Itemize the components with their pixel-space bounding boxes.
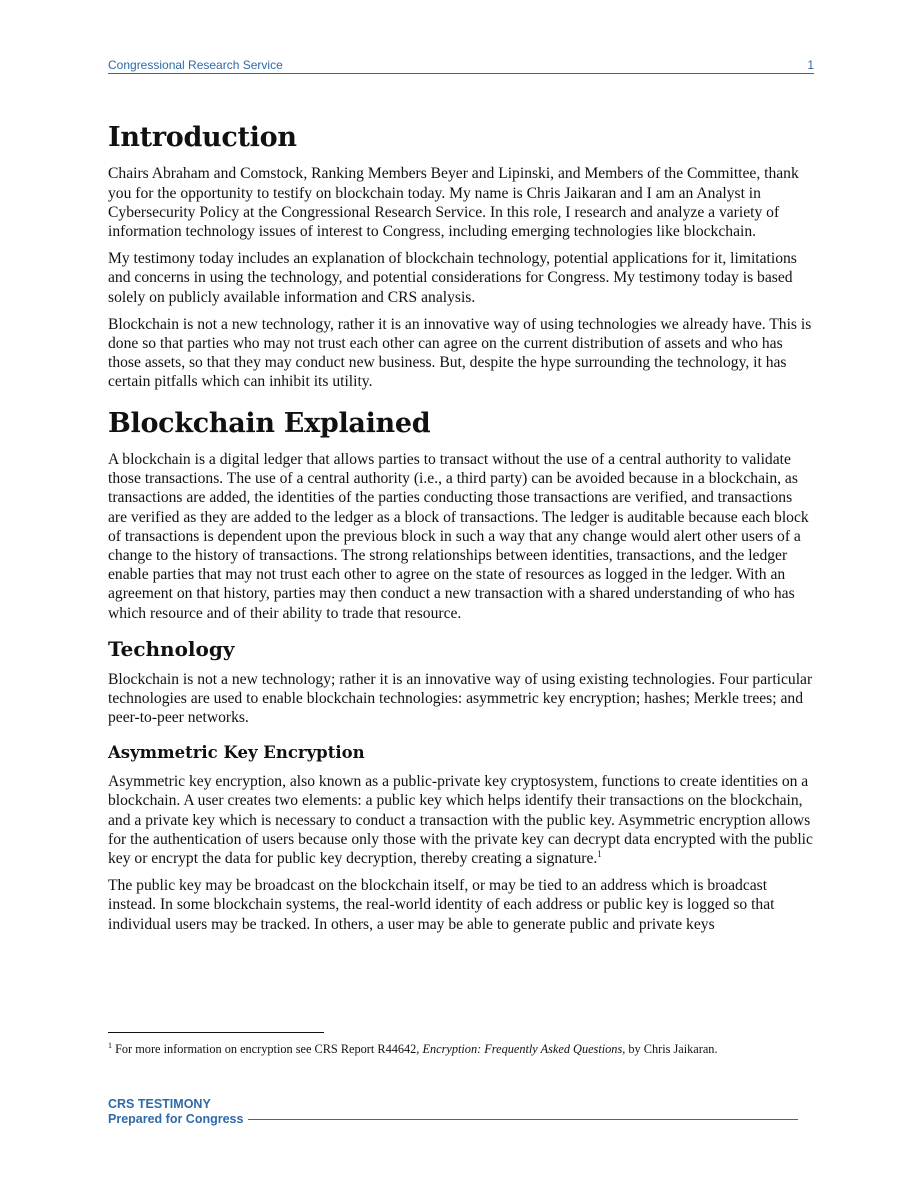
footer-sublabel: Prepared for Congress: [108, 1112, 244, 1126]
explained-paragraph-1: A blockchain is a digital ledger that allows parties to transact without the use of a central authority to validate those transactions. The use of a central authority (i.e., a third party) can be avoided because in a blockchain, as transactions are added, the identities of the parties conducting those transactions are verified, and transactions are verified as they are added to the ledger as a block of transactions. The ledger is auditable because each block of transactions is dependent upon the previous block in such a way that any change would alert other users of a change to the history of transactions. The strong relationships between identities, transactions, and the ledger enable parties that may not trust each other to agree on the state of resources as logged in the ledger. With an agreement on that history, parties may then conduct a new transaction with a shared understanding of who has which resource and of their ability to trade that resource.: [108, 451, 809, 622]
footnote-divider: [108, 1032, 324, 1033]
footer-rule: [248, 1119, 798, 1120]
heading-introduction: Introduction: [108, 122, 297, 153]
heading-blockchain-explained: Blockchain Explained: [108, 407, 431, 439]
footnote-report-title: Encryption: Frequently Asked Questions: [422, 1042, 623, 1056]
heading-technology: Technology: [108, 636, 235, 661]
intro-paragraph-2: My testimony today includes an explanation of blockchain technology, potential applications for it, limitations and concerns in using the technology, and potential considerations for Congress. My testimony today is based solely on publicly available information and CRS analysis.: [108, 250, 797, 306]
footnote-text-before: For more information on encryption see CRS Report R44642,: [112, 1042, 423, 1056]
intro-paragraph-3: Blockchain is not a new technology, rather it is an innovative way of using technologies we already have. This is done so that parties who may not trust each other can agree on the current distribution of assets and who has those assets, so that they may conduct new business. But, despite the hype surrounding the technology, it has certain pitfalls which can inhibit its utility.: [108, 315, 812, 391]
ake-paragraph-1: [108, 772, 814, 868]
footer-label: CRS TESTIMONY: [108, 1097, 211, 1111]
footnote-number: 1: [108, 1040, 112, 1050]
heading-asymmetric-key-encryption: Asymmetric Key Encryption: [108, 743, 365, 763]
technology-paragraph-1: Blockchain is not a new technology; rather it is an innovative way of using existing technologies. Four particular technologies are used to enable blockchain technologies: asymmetric key encryption; hashes; Merkle trees; and peer-to-peer networks.: [108, 670, 813, 727]
ake-paragraph-2: The public key may be broadcast on the blockchain itself, or may be tied to an address which is broadcast instead. In some blockchain systems, the real-world identity of each address or public key is logged so that individual users may be tracked. In others, a user may be able to generate public and private keys: [108, 877, 775, 933]
footnote-ref-1[interactable]: 1: [597, 848, 602, 859]
document-body: [108, 122, 814, 942]
footer-row: [108, 1112, 798, 1127]
intro-paragraph-1: Chairs Abraham and Comstock, Ranking Members Beyer and Lipinski, and Members of the Committee, thank you for the opportunity to testify on blockchain today. My name is Chris Jaikaran and I am an Analyst in Cybersecurity Policy at the Congressional Research Service. In this role, I research and analyze a variety of information technology issues of interest to Congress, including emerging technologies like blockchain.: [108, 165, 799, 240]
page-number: 1: [807, 58, 814, 72]
footnote-1: [108, 1042, 814, 1057]
page-footer: [108, 1097, 798, 1127]
ake-paragraph-1-text: Asymmetric key encryption, also known as a public-private key cryptosystem, functions to create identities on a blockchain. A user creates two elements: a public key which helps identify their transactions on the blockchain, and a private key which is necessary to conduct a transaction with the public key. Asymmetric encryption allows for the authentication of users because only those with the private key can decrypt data encrypted with the public key or encrypt the data for public key decryption, thereby creating a signature.: [108, 773, 813, 868]
header-source: Congressional Research Service: [108, 58, 283, 72]
footnote-text-after: , by Chris Jaikaran.: [622, 1042, 718, 1056]
running-header: [108, 58, 814, 74]
